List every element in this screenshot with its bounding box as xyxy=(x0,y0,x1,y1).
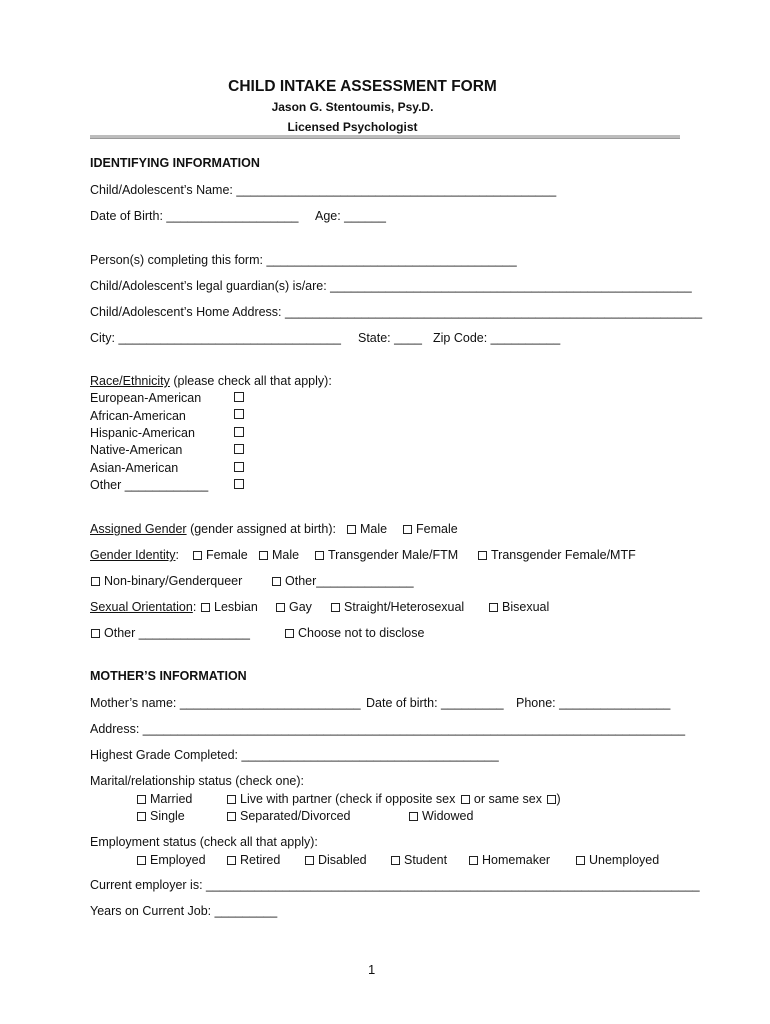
checkbox-icon[interactable] xyxy=(347,525,356,534)
employment-homemaker-option[interactable] xyxy=(469,853,550,867)
checkbox-icon[interactable] xyxy=(227,856,236,865)
race-checkbox-asian[interactable] xyxy=(234,462,244,472)
identity-nonbinary-label: Non-binary/Genderqueer xyxy=(104,574,243,588)
assigned-male-option[interactable] xyxy=(347,522,387,536)
marital-live-close: ) xyxy=(556,792,561,806)
checkbox-icon[interactable] xyxy=(403,525,412,534)
employment-student-label: Student xyxy=(404,853,448,867)
checkbox-icon[interactable] xyxy=(315,551,324,560)
orientation-undisclosed-label: Choose not to disclose xyxy=(298,626,425,640)
employment-student-option[interactable] xyxy=(391,853,447,867)
employment-homemaker-label: Homemaker xyxy=(482,853,551,867)
gender-identity-label: Gender Identity xyxy=(90,548,176,562)
identity-female-label: Female xyxy=(206,548,248,562)
checkbox-icon[interactable] xyxy=(91,629,100,638)
race-checkbox-native[interactable] xyxy=(234,444,244,454)
orientation-bisexual-label: Bisexual xyxy=(502,600,550,614)
race-ethnicity-note: (please check all that apply): xyxy=(169,374,332,388)
age-field[interactable]: Age: ______ xyxy=(315,209,386,223)
orientation-colon: : xyxy=(192,600,197,614)
race-option-other[interactable]: Other ____________ xyxy=(90,478,209,492)
years-on-job-field[interactable]: Years on Current Job: _________ xyxy=(90,904,278,918)
race-option-hispanic: Hispanic-American xyxy=(90,426,195,440)
employment-retired-option[interactable] xyxy=(227,853,280,867)
identity-other-label: Other______________ xyxy=(285,574,414,588)
checkbox-icon[interactable] xyxy=(259,551,268,560)
header-rule xyxy=(90,135,680,139)
identifying-heading: IDENTIFYING INFORMATION xyxy=(90,156,260,170)
checkbox-icon[interactable] xyxy=(469,856,478,865)
checkbox-icon[interactable] xyxy=(137,812,146,821)
state-field[interactable]: State: ____ xyxy=(358,331,422,345)
mother-grade-field[interactable]: Highest Grade Completed: _____________________________________ xyxy=(90,748,499,762)
checkbox-icon[interactable] xyxy=(331,603,340,612)
marital-widowed-label: Widowed xyxy=(422,809,474,823)
identity-trans-male-option[interactable] xyxy=(315,548,458,562)
orientation-lesbian-label: Lesbian xyxy=(214,600,258,614)
assigned-gender-note: (gender assigned at birth): xyxy=(186,522,336,536)
psychologist-name: Jason G. Stentoumis, Psy.D. xyxy=(271,100,434,114)
orientation-other-label: Other ________________ xyxy=(104,626,250,640)
psychologist-title: Licensed Psychologist xyxy=(287,120,418,134)
marital-single-label: Single xyxy=(150,809,185,823)
checkbox-icon[interactable] xyxy=(489,603,498,612)
marital-single-option[interactable] xyxy=(137,809,185,823)
gender-identity-label-row xyxy=(90,548,179,562)
race-option-african: African-American xyxy=(90,409,186,423)
home-address-field[interactable]: Child/Adolescent’s Home Address: ____________________________________________________________ xyxy=(90,305,703,319)
race-checkbox-other[interactable] xyxy=(234,479,244,489)
zip-code-field[interactable]: Zip Code: __________ xyxy=(433,331,561,345)
current-employer-field[interactable]: Current employer is: _______________________________________________________________________ xyxy=(90,878,700,892)
checkbox-icon[interactable] xyxy=(193,551,202,560)
mother-phone-field[interactable]: Phone: ________________ xyxy=(516,696,671,710)
orientation-straight-option[interactable] xyxy=(331,600,464,614)
orientation-undisclosed-option[interactable] xyxy=(285,626,424,640)
orientation-bisexual-option[interactable] xyxy=(489,600,549,614)
checkbox-icon[interactable] xyxy=(391,856,400,865)
checkbox-icon[interactable] xyxy=(276,603,285,612)
marital-status-label: Marital/relationship status (check one): xyxy=(90,774,304,788)
orientation-label: Sexual Orientation xyxy=(90,600,193,614)
checkbox-icon[interactable] xyxy=(137,856,146,865)
marital-separated-option[interactable] xyxy=(227,809,350,823)
employment-disabled-option[interactable] xyxy=(305,853,367,867)
race-option-european: European-American xyxy=(90,391,202,405)
orientation-label-row xyxy=(90,600,196,614)
checkbox-icon[interactable] xyxy=(478,551,487,560)
employment-unemployed-label: Unemployed xyxy=(589,853,660,867)
form-title: CHILD INTAKE ASSESSMENT FORM xyxy=(228,78,497,95)
assigned-male-label: Male xyxy=(360,522,388,536)
assigned-female-label: Female xyxy=(416,522,458,536)
orientation-gay-label: Gay xyxy=(289,600,312,614)
employment-retired-label: Retired xyxy=(240,853,281,867)
checkbox-icon[interactable] xyxy=(409,812,418,821)
checkbox-icon[interactable] xyxy=(137,795,146,804)
checkbox-icon[interactable] xyxy=(461,795,470,804)
checkbox-icon[interactable] xyxy=(272,577,281,586)
race-option-asian: Asian-American xyxy=(90,461,179,475)
race-checkbox-hispanic[interactable] xyxy=(234,427,244,437)
identity-other-option[interactable] xyxy=(272,574,414,588)
race-ethnicity-title: Race/Ethnicity xyxy=(90,374,170,388)
marital-married-label: Married xyxy=(150,792,193,806)
mother-address-field[interactable]: Address: ______________________________________________________________________________ xyxy=(90,722,686,736)
employment-unemployed-option[interactable] xyxy=(576,853,659,867)
child-name-field[interactable]: Child/Adolescent’s Name: ______________________________________________ xyxy=(90,183,557,197)
mother-heading: MOTHER’S INFORMATION xyxy=(90,669,247,683)
marital-live-with-partner-option[interactable] xyxy=(227,792,561,806)
gender-identity-colon: : xyxy=(175,548,179,562)
orientation-gay-option[interactable] xyxy=(276,600,312,614)
assigned-female-option[interactable] xyxy=(403,522,458,536)
race-checkbox-african[interactable] xyxy=(234,409,244,419)
checkbox-icon[interactable] xyxy=(227,795,236,804)
identity-male-option[interactable] xyxy=(259,548,299,562)
race-option-native: Native-American xyxy=(90,443,183,457)
marital-separated-label: Separated/Divorced xyxy=(240,809,351,823)
page-number: 1 xyxy=(368,962,376,977)
assigned-gender-row xyxy=(90,522,336,536)
orientation-other-option[interactable] xyxy=(91,626,250,640)
legal-guardian-field[interactable]: Child/Adolescent’s legal guardian(s) is/are: ____________________________________________________ xyxy=(90,279,692,293)
assigned-gender-label: Assigned Gender xyxy=(90,522,187,536)
checkbox-icon[interactable] xyxy=(576,856,585,865)
checkbox-icon[interactable] xyxy=(91,577,100,586)
employment-status-label: Employment status (check all that apply): xyxy=(90,835,318,849)
mother-name-field[interactable]: Mother’s name: __________________________ xyxy=(90,696,361,710)
checkbox-icon[interactable] xyxy=(227,812,236,821)
employment-disabled-label: Disabled xyxy=(318,853,367,867)
date-of-birth-field[interactable]: Date of Birth: ___________________ xyxy=(90,209,299,223)
identity-trans-male-label: Transgender Male/FTM xyxy=(328,548,459,562)
checkbox-icon[interactable] xyxy=(201,603,210,612)
marital-married-option[interactable] xyxy=(137,792,192,806)
mother-dob-field[interactable]: Date of birth: _________ xyxy=(366,696,504,710)
identity-trans-female-label: Transgender Female/MTF xyxy=(491,548,636,562)
orientation-lesbian-option[interactable] xyxy=(201,600,258,614)
identity-trans-female-option[interactable] xyxy=(478,548,636,562)
city-field[interactable]: City: ________________________________ xyxy=(90,331,341,345)
race-ethnicity-label xyxy=(90,374,332,388)
employment-employed-label: Employed xyxy=(150,853,206,867)
marital-live-same-label: or same sex xyxy=(473,792,542,806)
marital-widowed-option[interactable] xyxy=(409,809,473,823)
identity-nonbinary-option[interactable] xyxy=(91,574,242,588)
marital-live-label: Live with partner (check if opposite sex xyxy=(240,792,456,806)
orientation-straight-label: Straight/Heterosexual xyxy=(344,600,465,614)
checkbox-icon[interactable] xyxy=(305,856,314,865)
checkbox-icon[interactable] xyxy=(285,629,294,638)
identity-male-label: Male xyxy=(272,548,300,562)
employment-employed-option[interactable] xyxy=(137,853,206,867)
identity-female-option[interactable] xyxy=(193,548,248,562)
race-checkbox-european[interactable] xyxy=(234,392,244,402)
persons-completing-field[interactable]: Person(s) completing this form: ____________________________________ xyxy=(90,253,517,267)
